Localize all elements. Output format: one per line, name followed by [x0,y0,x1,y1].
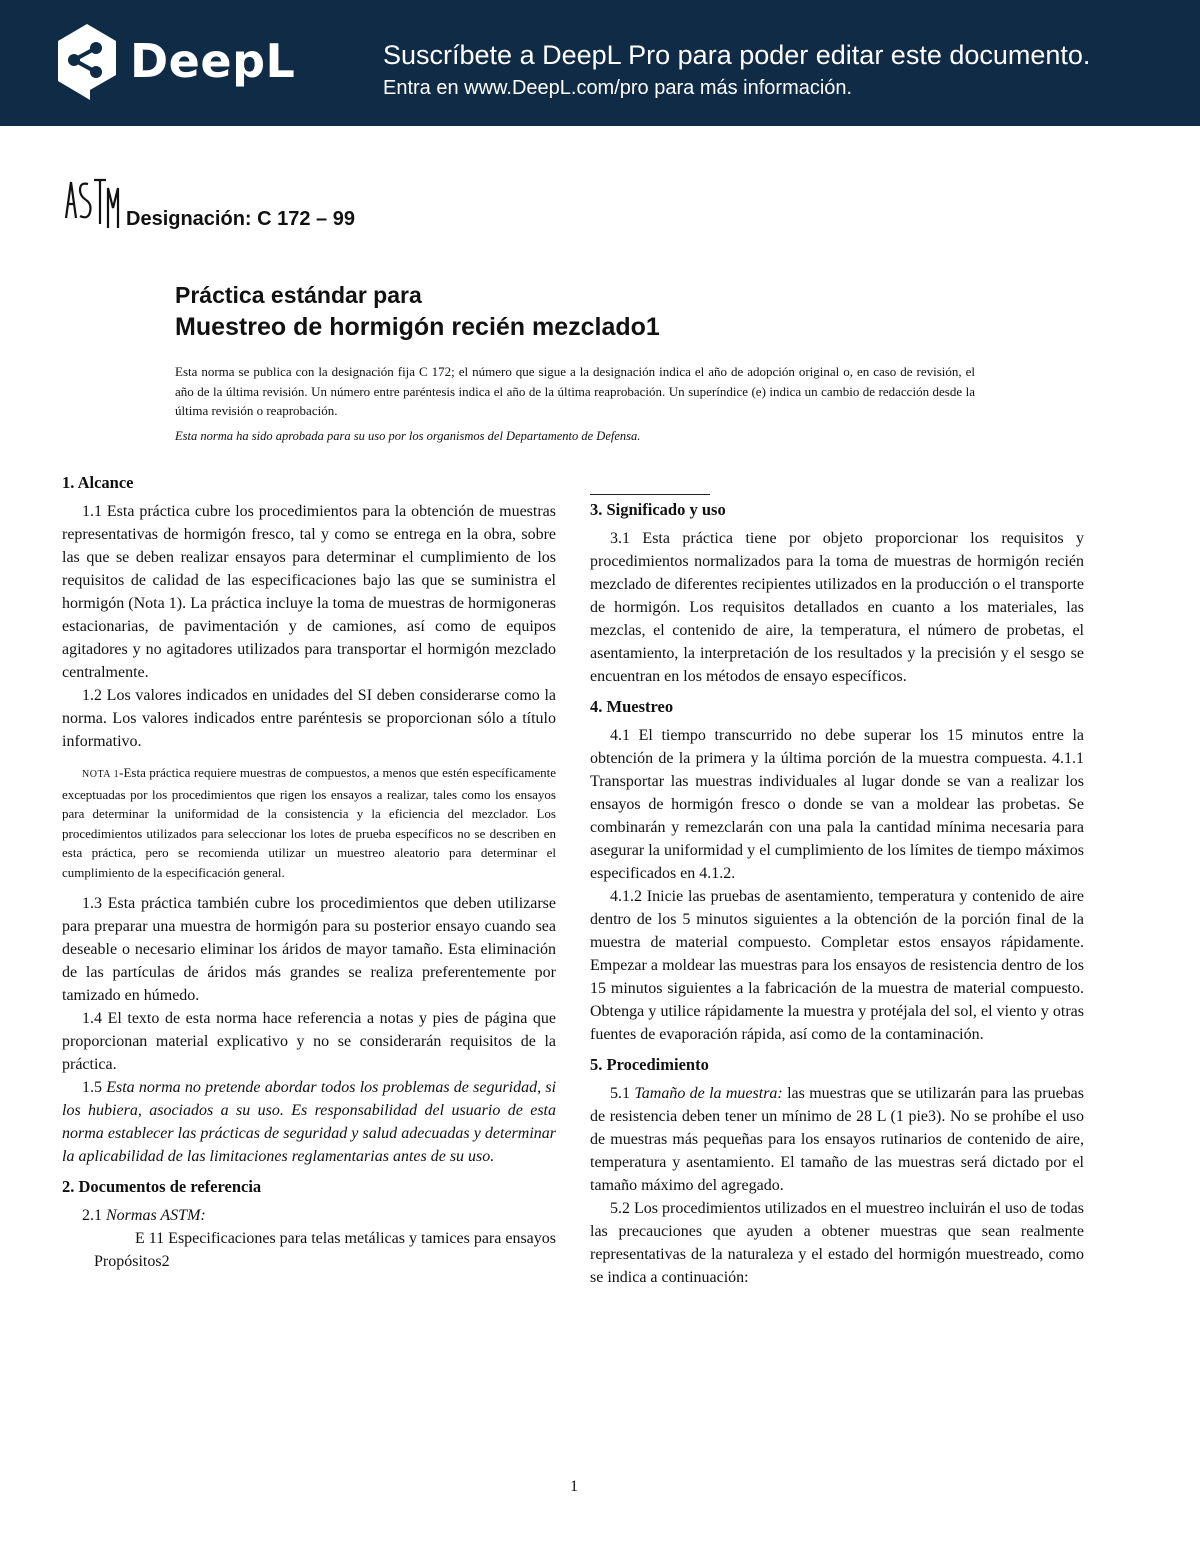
safety-statement: Esta norma no pretende abordar todos los problemas de seguridad, si los hubiera, asociados a su uso. Es responsabilidad del usuario de esta norma establecer las prácticas de seguridad y salud adecuadas y determinar la aplicabilidad de las limitaciones reglamentarias antes de su uso. [62,1079,557,1165]
paragraph-number: 2.1 [82,1207,106,1224]
section-heading-significance: 3. Significado y uso [590,500,726,519]
left-column [62,472,556,1273]
paragraph-1-4: 1.4 El texto de esta norma hace referencia a notas y pies de página que proporcionan material explicativo y no se considerarán requisitos de la práctica. [62,1010,556,1073]
reference-e11-tail: Propósitos2 [94,1253,170,1270]
promo-link-text[interactable]: Entra en www.DeepL.com/pro para más información. [383,77,853,99]
paragraph-4-1-2: 4.1.2 Inicie las pruebas de asentamiento, temperatura y contenido de aire dentro de los 5 minutos siguientes a la obtención de la porción final de la muestra de material compuesto. Completar estos ensayos rápidamente. Empezar a moldear las muestras para los ensayos de resistencia dentro de los 15 minutos siguientes a la fabricación de la muestra de material compuesto. Obtenga y utilice rápidamente la muestra y protéjala del sol, el viento y otras fuentes de evaporación rápida, así como de la contaminación. [590,888,1084,1043]
sample-size-text: las muestras que se utilizarán para las pruebas de resistencia deben tener un mínimo de 28 L (1 pie3). No se prohíbe el uso de muestras más pequeñas para los ensayos rutinarios de contenido de aire, temperatura y asentamiento. El tamaño de las muestras será dictado por el tamaño máximo del agregado. [590,1085,1084,1194]
section-heading-scope: 1. Alcance [62,473,134,492]
paragraph-number: 1.5 [82,1079,107,1096]
note-label: NOTA 1 [82,769,120,780]
page-number: 1 [570,1478,578,1495]
reference-e11: E 11 Especificaciones para telas metálicas y tamices para ensayos [135,1230,556,1247]
section-heading-sampling: 4. Muestreo [590,697,674,716]
note-text: -Esta práctica requiere muestras de compuestos, a menos que estén específicamente exceptuadas por los procedimientos que rigen los ensayos a realizar, tales como los ensayos para determinar la uniformidad de la consistencia y la eficiencia del mezclador. Los procedimientos utilizados para seleccionar los lotes de prueba específicos no se describen en esta práctica, pero se recomienda utilizar un muestreo aleatorio para determinar el cumplimiento de la especificación general. [62,765,556,880]
designation: Designación: C 172 – 99 [126,208,355,230]
section-heading-references: 2. Documentos de referencia [62,1177,262,1196]
paragraph-5-2: 5.2 Los procedimientos utilizados en el muestreo incluirán el uso de todas las precauciones que ayuden a obtener muestras que sean realmente representativas de la naturaleza y el estado del hormigón muestreado, como se indica a continuación: [590,1200,1084,1286]
deepl-logo[interactable] [54,22,354,104]
paragraph-1-2: 1.2 Los valores indicados en unidades del SI deben considerarse como la norma. Los valores indicados entre paréntesis se proporcionan sólo a título informativo. [62,687,556,750]
title-line-1: Práctica estándar para [175,282,422,308]
deepl-logo-text: DeepL [130,34,296,88]
paragraph-1-3: 1.3 Esta práctica también cubre los procedimientos que deben utilizarse para preparar una muestra de hormigón para su posterior ensayo cuando sea deseable o necesario eliminar los áridos de mayor tamaño. Esta eliminación de las partículas de áridos más grandes se realiza preferentemente por tamizado en húmedo. [62,895,556,1004]
dod-approval-note: Esta norma ha sido aprobada para su uso por los organismos del Departamento de Defensa. [175,429,641,443]
promo-headline: Suscríbete a DeepL Pro para poder editar este documento. [383,40,1091,70]
paragraph-number: 5.1 [610,1085,635,1102]
preface-note: Esta norma se publica con la designación fija C 172; el número que sigue a la designación indica el año de adopción original o, en caso de revisión, el año de la última revisión. Un número entre paréntesis indica el año de la última reaprobación. Un superíndice (e) indica un cambio de redacción desde la última revisión o reaprobación. [175,364,975,418]
paragraph-3-1: 3.1 Esta práctica tiene por objeto proporcionar los requisitos y procedimientos normalizados para la toma de muestras de hormigón recién mezclado de diferentes recipientes utilizados en la producción o el transporte de hormigón. Los requisitos detallados en cuanto a los materiales, las mezclas, el contenido de aire, la temperatura, el número de probetas, el asentamiento, la interpretación de los resultados y la precisión y el sesgo se encuentran en los métodos de ensayo específicos. [590,530,1084,685]
title-line-2: Muestreo de hormigón recién mezclado1 [175,313,660,341]
deepl-logo-icon [54,22,120,102]
astm-standards-label: Normas ASTM: [106,1207,206,1224]
sample-size-label: Tamaño de la muestra: [634,1085,783,1102]
astm-logo-icon [62,174,120,230]
section-heading-procedure: 5. Procedimiento [590,1055,709,1074]
deepl-banner[interactable] [0,0,1200,126]
paragraph-1-5 [62,1076,556,1168]
paragraph-2-1 [62,1204,556,1227]
paragraph-1-1: 1.1 Esta práctica cubre los procedimientos para la obtención de muestras representativas de hormigón fresco, tal y como se entrega en la obra, sobre las que se deben realizar ensayos para determinar el cumplimiento de los requisitos de calidad de las especificaciones bajo las que se suministra el hormigón (Nota 1). La práctica incluye la toma de muestras de hormigoneras estacionarias, de pavimentación y de camiones, así como de equipos agitadores y no agitadores utilizados para transportar el hormigón mezclado centralmente. [62,503,556,681]
right-column [590,493,1084,1289]
paragraph-5-1 [590,1082,1084,1197]
note-1 [62,763,556,882]
paragraph-4-1: 4.1 El tiempo transcurrido no debe superar los 15 minutos entre la obtención de la primera y la última porción de la muestra compuesta. 4.1.1 Transportar las muestras individuales al lugar donde se van a realizar los ensayos de hormigón fresco o donde se van a moldear las probetas. Se combinarán y remezclarán con una pala la cantidad mínima necesaria para asegurar la uniformidad y el cumplimiento de los límites de tiempo máximos especificados en 4.1.2. [590,727,1084,882]
